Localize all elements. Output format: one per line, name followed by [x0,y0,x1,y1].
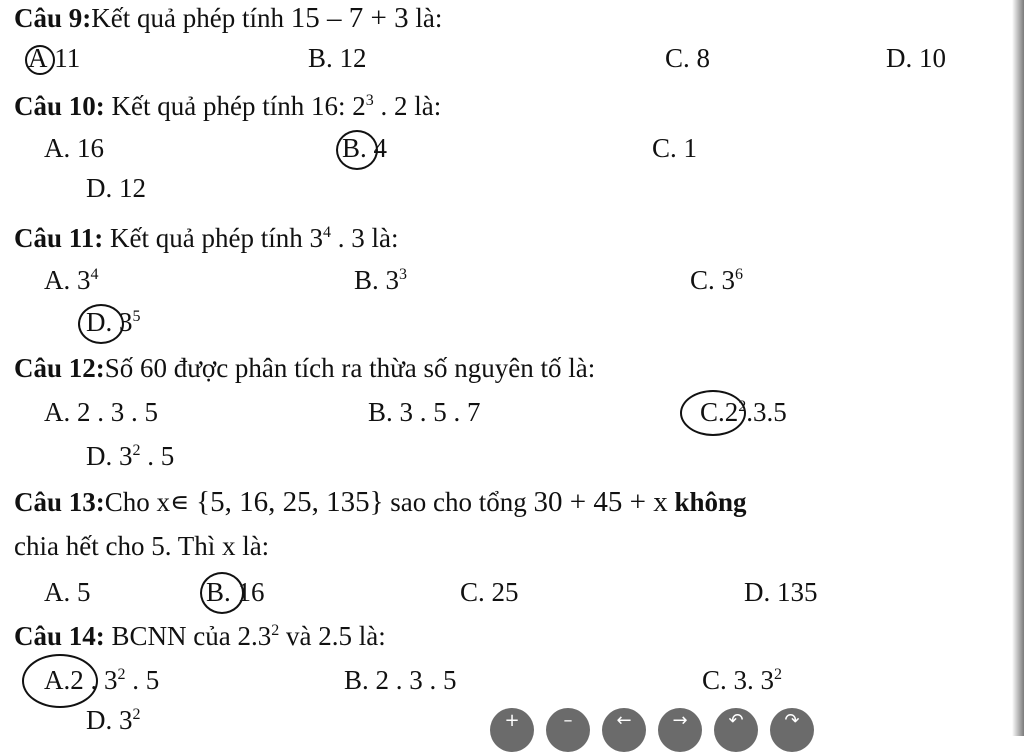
viewer-toolbar [490,708,820,736]
question-label: Câu 10: [14,91,105,121]
rotate-right-icon[interactable]: ↷ [770,708,814,752]
question-11: Câu 11: Kết quả phép tính $3^4$ . 3 là: [14,223,399,253]
arrow-left-icon[interactable]: ← [602,708,646,752]
question-13: Câu 13:Cho x∊ {5, 16, 25, 135} sao cho tổng 30 + 45 + x không [14,486,747,518]
option-10a[interactable]: A. 16 [44,133,104,163]
option-12b[interactable]: B. 3 . 5 . 7 [368,397,481,427]
option-13c[interactable]: C. 25 [460,577,519,607]
question-label: Câu 14: [14,621,105,651]
question-label: Câu 13: [14,487,105,517]
question-10: Câu 10: Kết quả phép tính 16: $2^3$ . 2 là: [14,91,442,121]
option-11a[interactable]: A. $3^4$ [44,265,99,295]
arrow-right-icon[interactable]: → [658,708,702,752]
question-label: Câu 11: [14,223,104,253]
plus-icon[interactable]: + [490,708,534,752]
rotate-left-icon[interactable]: ↶ [714,708,758,752]
option-9b[interactable]: B. 12 [308,43,367,73]
option-12d[interactable]: D. $3^2$ . 5 [86,441,175,471]
option-11d[interactable]: D. $3^5$ [86,306,141,338]
option-11c[interactable]: C. $3^6$ [690,265,744,295]
minus-icon[interactable]: – [546,708,590,752]
option-13a[interactable]: A. 5 [44,577,91,607]
option-14d[interactable]: D. $3^2$ [86,705,141,735]
question-label: Câu 12: [14,353,105,383]
option-10b[interactable]: B. 4 [342,132,387,164]
option-10d[interactable]: D. 12 [86,173,146,203]
page-edge-shadow [1012,0,1024,736]
option-9d[interactable]: D. 10 [886,43,946,73]
option-10c[interactable]: C. 1 [652,133,698,163]
option-12a[interactable]: A. 2 . 3 . 5 [44,397,158,427]
question-label: Câu 9: [14,3,92,33]
question-13-line-2: chia hết cho 5. Thì x là: [14,531,270,561]
option-9c[interactable]: C. 8 [665,43,711,73]
option-11b[interactable]: B. $3^3$ [354,265,408,295]
option-14c[interactable]: C. 3. $3^2$ [702,665,783,695]
question-14: Câu 14: BCNN của $2.3^2$ và 2.5 là: [14,621,386,651]
question-9: Câu 9:Kết quả phép tính 15 – 7 + 3 là: [14,2,443,34]
option-13d[interactable]: D. 135 [744,577,818,607]
option-14b[interactable]: B. 2 . 3 . 5 [344,665,457,695]
option-12c[interactable]: $C.2^2.3.5$ [700,396,787,428]
option-14a[interactable]: A.2 . $3^2$ . 5 [44,664,159,696]
option-9a[interactable]: A 11 [28,42,80,74]
question-12: Câu 12:Số 60 được phân tích ra thừa số nguyên tố là: [14,353,596,383]
option-13b[interactable]: B. 16 [206,576,265,608]
